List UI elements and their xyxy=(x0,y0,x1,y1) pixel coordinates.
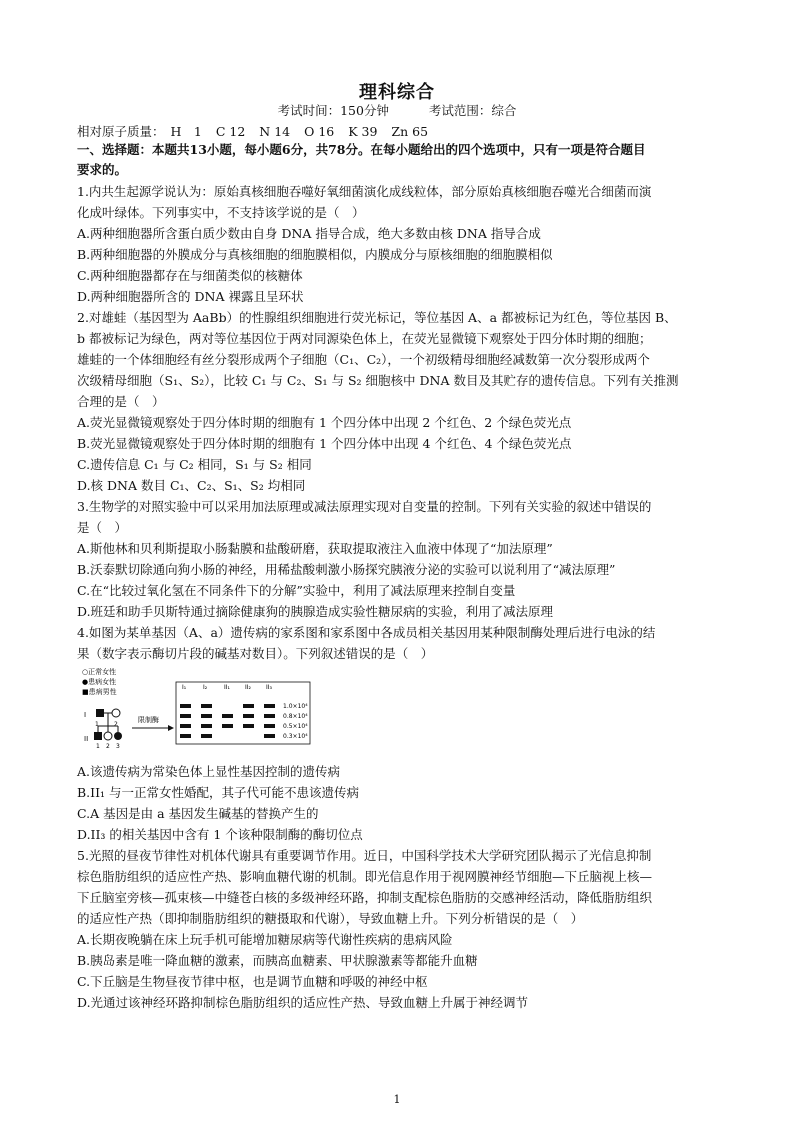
exam-scope: 考试范围：综合 xyxy=(428,103,517,118)
legend-affected-female: ●患病女性 xyxy=(82,678,117,686)
enzyme-label: 限制酶 xyxy=(138,716,159,724)
gel-band xyxy=(264,734,275,738)
gel-band xyxy=(243,724,254,728)
question-stem: 的适应性产热（即抑制脂肪组织的糖摄取和代谢），导致血糖上升。下列分析错误的是（ ） xyxy=(77,911,584,926)
enzyme-arrowhead xyxy=(168,725,174,731)
pedigree-i1-number: 1 xyxy=(95,721,99,728)
option-a: A.斯他林和贝利斯提取小肠黏膜和盐酸研磨，获取提取液注入血液中体现了“加法原理” xyxy=(77,541,553,556)
section-heading: 一、选择题：本题共13小题，每小题6分，共78分。在每小题给出的四个选项中，只有一项是符合题目 xyxy=(77,142,646,157)
pedigree-ii2-number: 2 xyxy=(106,743,110,748)
gel-band xyxy=(201,734,212,738)
figure-svg xyxy=(82,666,342,748)
option-d: D.核 DNA 数目 C₁、C₂、S₁、S₂ 均相同 xyxy=(77,478,306,493)
gel-band xyxy=(180,714,191,718)
gel-band xyxy=(222,724,233,728)
gel-band xyxy=(264,714,275,718)
atomic-mass-zn: Zn 65 xyxy=(391,124,429,139)
pedigree-i2-normal-female xyxy=(112,709,120,717)
band-size-3: 0.5×10⁴ xyxy=(283,723,308,730)
gel-band xyxy=(201,704,212,708)
exam-time: 考试时间：150分钟 xyxy=(277,103,389,118)
lane-label-ii1: II₁ xyxy=(224,684,230,691)
pedigree-electrophoresis-figure xyxy=(82,666,342,748)
gel-band xyxy=(243,704,254,708)
question-stem: 化成叶绿体。下列事实中，不支持该学说的是（ ） xyxy=(77,205,365,220)
gel-band xyxy=(264,704,275,708)
legend-affected-male: ■患病男性 xyxy=(82,688,117,696)
legend-normal-female: ○正常女性 xyxy=(82,668,117,676)
question-stem: 2.对雄蛙（基因型为 AaBb）的性腺组织细胞进行荧光标记，等位基因 A、a 都被标记为红色，等位基因 B、 xyxy=(77,310,677,325)
pedigree-ii1-number: 1 xyxy=(96,743,100,748)
question-stem: 3.生物学的对照实验中可以采用加法原理或减法原理实现对自变量的控制。下列有关实验的叙述中错误的 xyxy=(77,499,652,514)
exam-meta xyxy=(0,101,794,119)
pedigree-ii2-normal-female xyxy=(104,732,112,740)
question-stem: 合理的是（ ） xyxy=(77,394,165,409)
atomic-mass-h: H 1 xyxy=(170,124,202,139)
lane-label-ii3: II₃ xyxy=(266,684,272,691)
pedigree-ii1-affected-male xyxy=(94,732,102,740)
generation-ii-label: II xyxy=(84,735,89,743)
question-stem: 是（ ） xyxy=(77,520,128,535)
option-c: C.在“比较过氧化氢在不同条件下的分解”实验中，利用了减法原理来控制自变量 xyxy=(77,583,516,598)
option-d: D.班廷和助手贝斯特通过摘除健康狗的胰腺造成实验性糖尿病的实验，利用了减法原理 xyxy=(77,604,554,619)
pedigree-ii3-number: 3 xyxy=(116,743,120,748)
gel-band xyxy=(180,734,191,738)
question-stem: 4.如图为某单基因（A、a）遗传病的家系图和家系图中各成员相关基因用某种限制酶处理后进行电泳的结 xyxy=(77,625,656,640)
question-stem: 5.光照的昼夜节律性对机体代谢具有重要调节作用。近日，中国科学技术大学研究团队揭示了光信息抑制 xyxy=(77,848,652,863)
lane-label-i1: I₁ xyxy=(182,684,187,691)
gel-band xyxy=(201,724,212,728)
page-number: 1 xyxy=(393,1093,401,1106)
section-heading-cont: 要求的。 xyxy=(77,162,128,177)
question-stem: b 都被标记为绿色，两对等位基因位于两对同源染色体上，在荧光显微镜下观察处于四分体时期的细胞； xyxy=(77,331,652,346)
option-c: C.两种细胞器都存在与细菌类似的核糖体 xyxy=(77,268,303,283)
gel-band xyxy=(264,724,275,728)
page-title: 理科综合 xyxy=(359,82,435,103)
band-size-2: 0.8×10⁴ xyxy=(283,713,308,720)
lane-label-ii2: II₂ xyxy=(245,684,251,691)
option-b: B.胰岛素是唯一降血糖的激素，而胰高血糖素、甲状腺激素等都能升血糖 xyxy=(77,953,478,968)
gel-band xyxy=(180,724,191,728)
generation-i-label: I xyxy=(84,711,87,719)
pedigree-i1-affected-male xyxy=(96,709,104,717)
gel-band xyxy=(201,714,212,718)
question-stem: 棕色脂肪组织的适应性产热、影响血糖代谢的机制。即光信息作用于视网膜神经节细胞—下丘脑视上核— xyxy=(77,869,653,884)
atomic-mass-o: O 16 xyxy=(304,124,335,139)
option-b: B.两种细胞器的外膜成分与真核细胞的细胞膜相似，内膜成分与原核细胞的细胞膜相似 xyxy=(77,247,553,262)
atomic-mass-k: K 39 xyxy=(348,124,378,139)
option-a: A.荧光显微镜观察处于四分体时期的细胞有 1 个四分体中出现 2 个红色、2 个绿色荧光点 xyxy=(77,415,572,430)
option-c: C.下丘脑是生物昼夜节律中枢，也是调节血糖和呼吸的神经中枢 xyxy=(77,974,428,989)
atomic-mass-n: N 14 xyxy=(259,124,291,139)
pedigree-i2-number: 2 xyxy=(114,721,118,728)
atomic-masses xyxy=(77,122,438,140)
option-b: B.沃泰默切除通向狗小肠的神经，用稀盐酸刺激小肠探究胰液分泌的实验可以说利用了“减法原理” xyxy=(77,562,616,577)
option-b: B.荧光显微镜观察处于四分体时期的细胞有 1 个四分体中出现 4 个红色、4 个绿色荧光点 xyxy=(77,436,572,451)
gel-band xyxy=(222,714,233,718)
question-stem: 下丘脑室旁核—孤束核—中缝苍白核的多级神经环路，抑制支配棕色脂肪的交感神经活动，降低脂肪组织 xyxy=(77,890,653,905)
question-stem: 雄蛙的一个体细胞经有丝分裂形成两个子细胞（C₁、C₂），一个初级精母细胞经减数第一次分裂形成两个 xyxy=(77,352,650,367)
band-size-1: 1.0×10⁴ xyxy=(283,703,308,710)
option-a: A.长期夜晚躺在床上玩手机可能增加糖尿病等代谢性疾病的患病风险 xyxy=(77,932,453,947)
option-c: C.A 基因是由 a 基因发生碱基的替换产生的 xyxy=(77,806,319,821)
gel-band xyxy=(180,704,191,708)
pedigree-ii3-affected-female xyxy=(114,732,122,740)
option-d: D.II₃ 的相关基因中含有 1 个该种限制酶的酶切位点 xyxy=(77,827,363,842)
option-c: C.遗传信息 C₁ 与 C₂ 相同，S₁ 与 S₂ 相同 xyxy=(77,457,312,472)
band-size-4: 0.3×10⁴ xyxy=(283,733,308,740)
question-stem: 果（数字表示酶切片段的碱基对数目）。下列叙述错误的是（ ） xyxy=(77,646,434,661)
option-b: B.II₁ 与一正常女性婚配，其子代可能不患该遗传病 xyxy=(77,785,360,800)
atomic-mass-c: C 12 xyxy=(215,124,246,139)
gel-band xyxy=(243,714,254,718)
question-stem: 次级精母细胞（S₁、S₂），比较 C₁ 与 C₂、S₁ 与 S₂ 细胞核中 DNA 数目及其贮存的遗传信息。下列有关推测 xyxy=(77,373,679,388)
lane-label-i2: I₂ xyxy=(203,684,208,691)
option-a: A.该遗传病为常染色体上显性基因控制的遗传病 xyxy=(77,764,341,779)
option-d: D.两种细胞器所含的 DNA 裸露且呈环状 xyxy=(77,289,304,304)
atomic-mass-label: 相对原子质量： xyxy=(77,124,165,139)
question-stem: 1.内共生起源学说认为：原始真核细胞吞噬好氧细菌演化成线粒体，部分原始真核细胞吞噬光合细菌而演 xyxy=(77,184,652,199)
option-d: D.光通过该神经环路抑制棕色脂肪组织的适应性产热、导致血糖上升属于神经调节 xyxy=(77,995,529,1010)
option-a: A.两种细胞器所含蛋白质少数由自身 DNA 指导合成，绝大多数由核 DNA 指导合成 xyxy=(77,226,541,241)
